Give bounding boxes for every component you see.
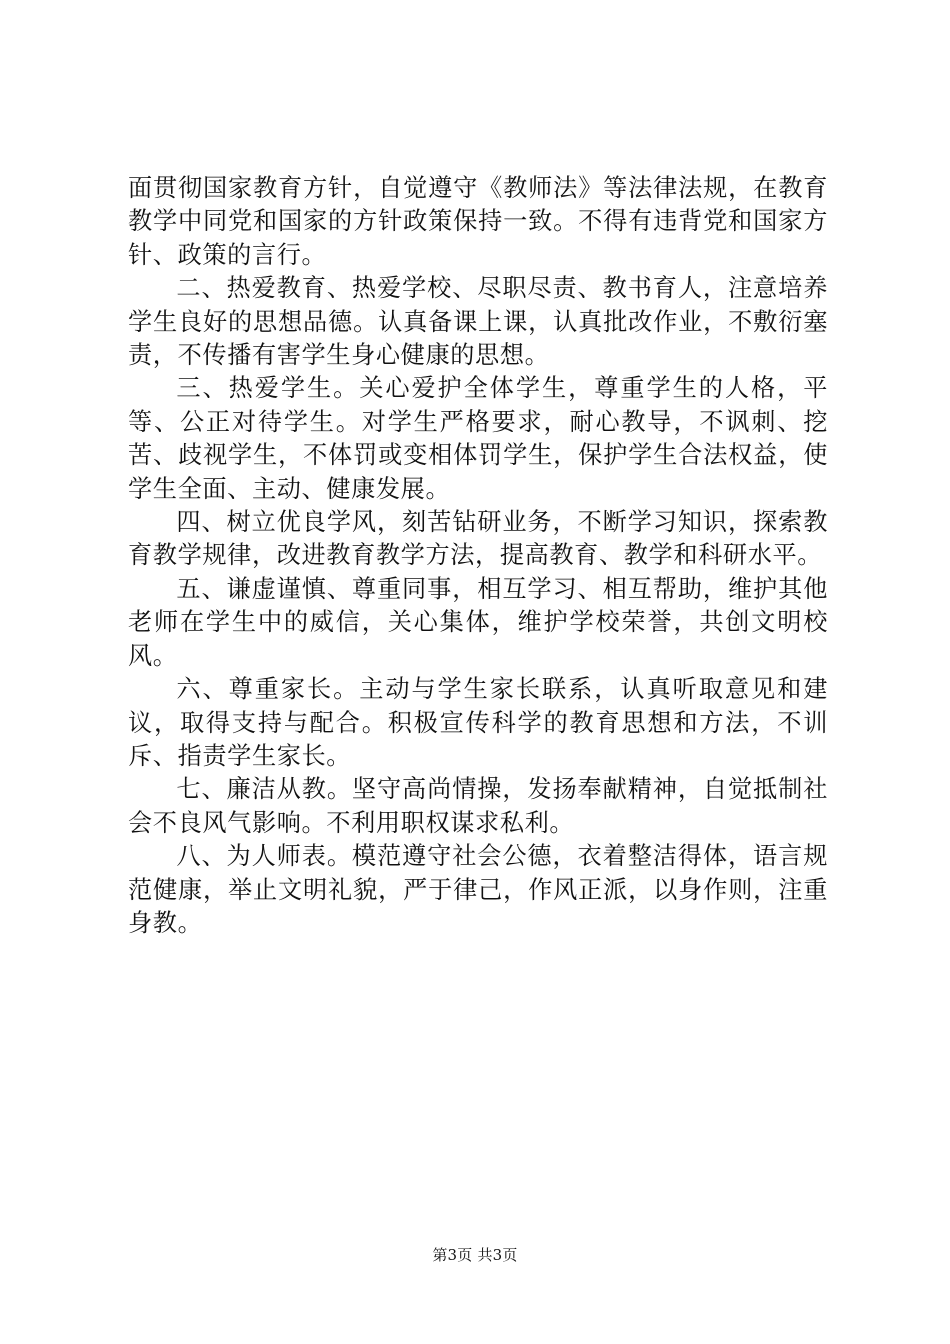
paragraph-item-7: 七、廉洁从教。坚守高尚情操，发扬奉献精神，自觉抵制社会不良风气影响。不利用职权谋求私利。 (128, 775, 828, 837)
document-body (128, 172, 828, 940)
paragraph-item-6: 六、尊重家长。主动与学生家长联系，认真听取意见和建议，取得支持与配合。积极宣传科学的教育思想和方法，不训斥、指责学生家长。 (128, 675, 828, 770)
paragraph-item-2: 二、热爱教育、热爱学校、尽职尽责、教书育人，注意培养学生良好的思想品德。认真备课上课，认真批改作业，不敷衍塞责，不传播有害学生身心健康的思想。 (128, 274, 828, 370)
paragraph-item-5: 五、谦虚谨慎、尊重同事，相互学习、相互帮助，维护其他老师在学生中的威信，关心集体，维护学校荣誉，共创文明校风。 (128, 574, 828, 670)
page-number-footer: 第3页 共3页 (432, 1246, 518, 1264)
paragraph-item-3: 三、热爱学生。关心爱护全体学生，尊重学生的人格，平等、公正对待学生。对学生严格要求，耐心教导，不讽刺、挖苦、歧视学生，不体罚或变相体罚学生，保护学生合法权益，使学生全面、主动、健康发展。 (128, 374, 828, 503)
paragraph-item-8: 八、为人师表。模范遵守社会公德，衣着整洁得体，语言规范健康，举止文明礼貌，严于律己，作风正派，以身作则，注重身教。 (128, 842, 828, 937)
paragraph-continuation: 面贯彻国家教育方针，自觉遵守《教师法》等法律法规，在教育教学中同党和国家的方针政策保持一致。不得有违背党和国家方针、政策的言行。 (128, 174, 828, 269)
paragraph-item-4: 四、树立优良学风，刻苦钻研业务，不断学习知识，探索教育教学规律，改进教育教学方法，提高教育、教学和科研水平。 (128, 508, 828, 570)
